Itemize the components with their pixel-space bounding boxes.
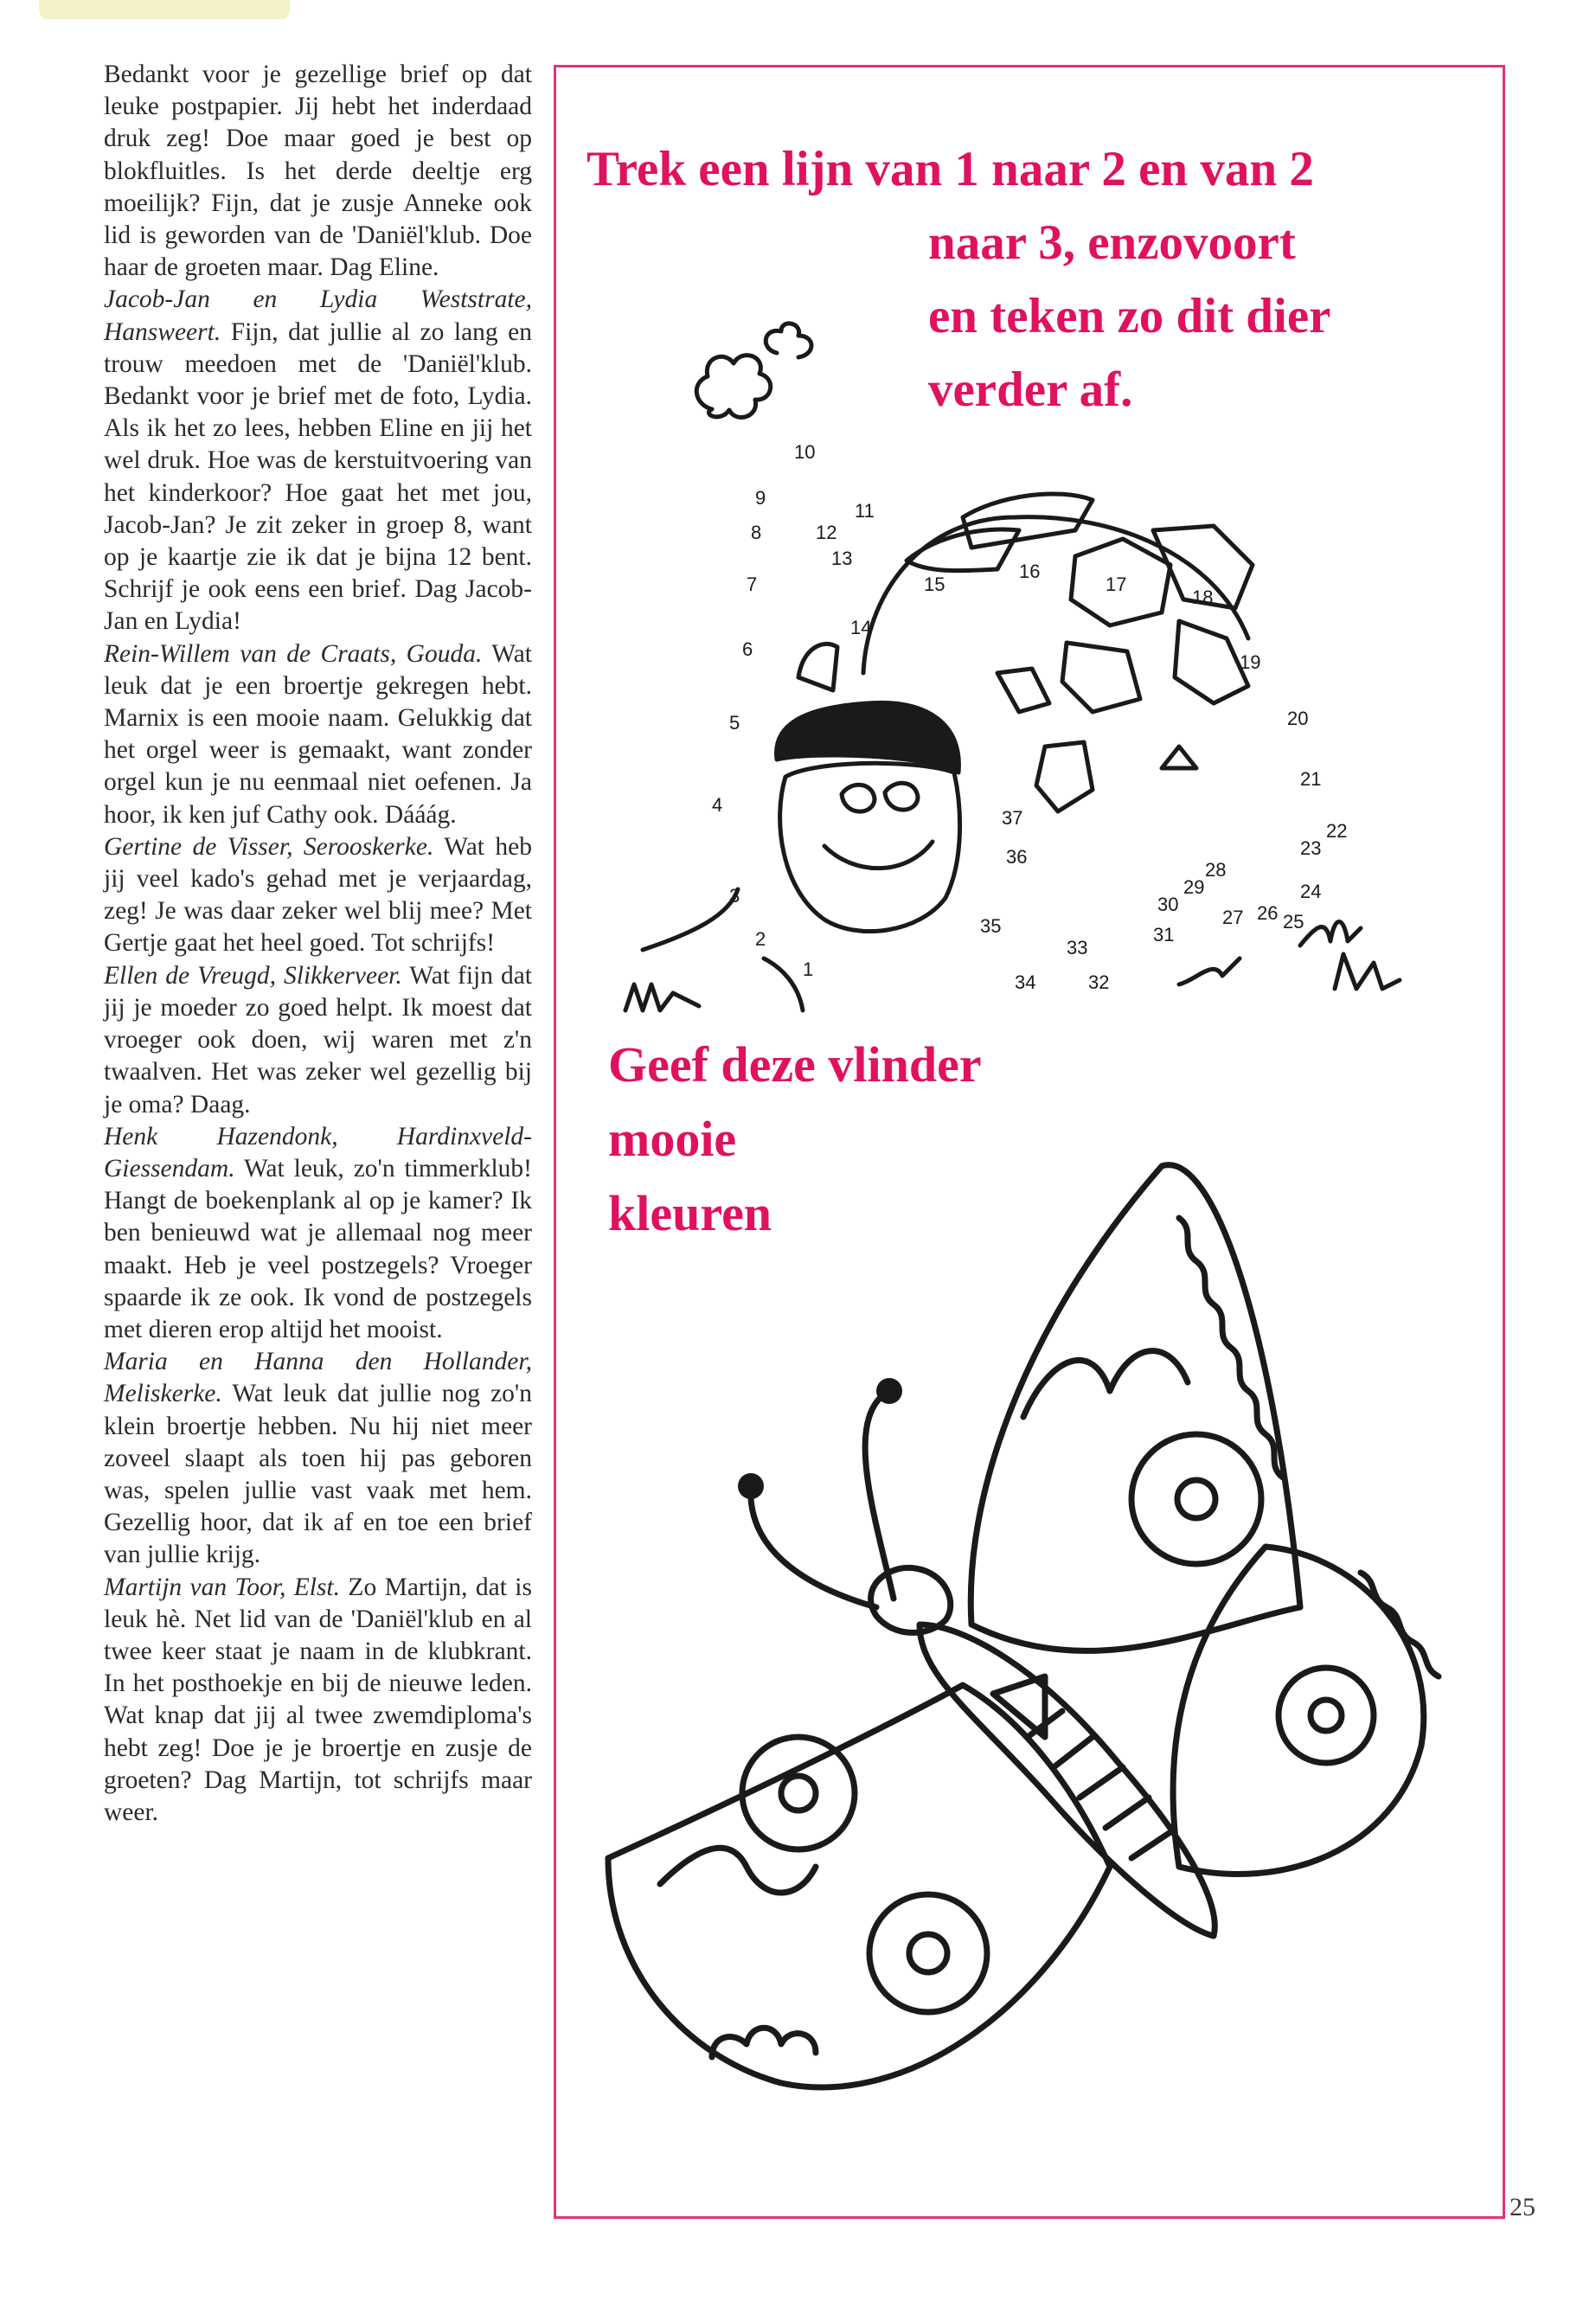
wing-eyespot [1279, 1668, 1374, 1763]
wing-wave [660, 1848, 816, 1893]
letter-sender: Gertine de Visser, Serooskerke. [104, 832, 434, 861]
wing-eyespot [869, 1894, 987, 2012]
dot-number: 29 [1183, 876, 1205, 898]
antenna [865, 1391, 894, 1599]
letter-text: Bedankt voor je gezellige brief op dat leuke postpapier. Jij hebt het inderdaad druk zeg! Doe maar goed je best op blokfluitles. Is het derde deeltje erg moeilijk? Fijn, dat je zusje Anneke ook lid is geworden van de 'Daniël'klub. Doe haar de groeten maar. Dag Eline. [104, 61, 532, 282]
dot-number: 27 [1222, 907, 1244, 928]
letter-text: Wat leuk dat jullie nog zo'n klein broertje hebben. Nu hij niet meer zoveel slaapt als toen hij pas geboren was, spelen jullie vast vaak met hem. Gezellig hoor, dat ik af en toe een brief van jullie krijg. [104, 1380, 532, 1569]
dot-number: 6 [742, 638, 753, 660]
heading-line: naar 3, enzovoort [928, 215, 1296, 270]
letter-sender: Jacob-Jan en Lydia Weststrate, Hansweert. [104, 285, 532, 346]
antenna-tip [876, 1378, 902, 1404]
wing-eyespot [1131, 1434, 1261, 1564]
body-stripe [1080, 1767, 1123, 1798]
antenna-tips [738, 1378, 902, 1499]
dot-number: 22 [1326, 820, 1348, 842]
wing-upper-right [971, 1165, 1300, 1651]
letter-1 [104, 284, 532, 638]
dot-number: 11 [855, 500, 875, 522]
letter-text: Wat fijn dat jij je moeder zo goed helpt. Ik moest dat vroeger ook doen, wij waren met z'n twaalven. Het was zeker wel gezellig bij je oma? Daag. [104, 961, 533, 1118]
heading-line: Geef deze vlinder [608, 1036, 982, 1093]
letter-sender: Ellen de Vreugd, Slikkerveer. [104, 961, 402, 990]
letter-3 [104, 831, 532, 960]
dot-number: 12 [816, 522, 837, 543]
dot-number: 10 [794, 441, 816, 463]
dot-number: 28 [1205, 859, 1227, 881]
wing-scallop [712, 2028, 816, 2057]
letter-sender: Henk Hazendonk, Hardinxveld-Giessendam. [104, 1122, 532, 1183]
letter-7 [104, 1572, 532, 1830]
dot-number: 14 [850, 617, 872, 638]
heading-line: en teken zo dit dier [928, 289, 1331, 343]
antenna [751, 1486, 876, 1607]
letter-text: Zo Martijn, dat is leuk hè. Net lid van de 'Daniël'klub en al twee keer staat je naam in de klubkrant. In het posthoekje en bij de nieuwe leden. Wat knap dat jij al twee zwemdiploma's hebt zeg! Doe je je broertje en zusje de groeten? Dag Martijn, tot schrijfs maar weer. [104, 1573, 532, 1826]
dot-number: 3 [729, 885, 740, 907]
letters-column [104, 59, 532, 1829]
butterfly-coloring[interactable] [556, 67, 1508, 2221]
body-stripe [1106, 1798, 1149, 1828]
dot-number: 7 [747, 574, 758, 595]
letter-4 [104, 960, 532, 1121]
dot-number: 20 [1287, 708, 1309, 729]
page-number: 25 [1509, 2193, 1535, 2221]
wing-scallop [1361, 1573, 1439, 1676]
letter-text: Fijn, dat jullie al zo lang en trouw meedoen met de 'Daniël'klub. Bedankt voor je brief met de foto, Lydia. Als ik het zo lees, hebben Eline en jij het wel druk. Hoe was de kerstuitvoering van het kinderkoor? Hoe gaat het met jou, Jacob-Jan? Je zit zeker in groep 8, want op je kaartje zie ik dat je bijna 12 bent. Schrijf je ook eens een brief. Dag Jacob-Jan en Lydia! [104, 317, 533, 636]
letter-0 [104, 59, 532, 284]
dot-number: 17 [1106, 574, 1127, 595]
dot-number: 1 [803, 958, 814, 980]
wing-eyespot-inner [909, 1934, 947, 1972]
dot-number: 26 [1257, 902, 1279, 924]
dot-number: 36 [1006, 846, 1028, 868]
body-stripe [1054, 1737, 1093, 1767]
heading-line: kleuren [608, 1185, 772, 1241]
dot-number: 35 [980, 915, 1002, 937]
letter-text: Wat leuk, zo'n timmerklub! Hangt de boekenplank al op je kamer? Ik ben benieuwd wat je allemaal nog meer maakt. Heb je veel postzegels? Vroeger spaarde ik ze ook. Ik vond de postzegels met dieren erop altijd het mooist. [104, 1154, 532, 1343]
wing-eyespot-inner [781, 1776, 816, 1811]
body-stripe [1131, 1832, 1170, 1858]
letter-text: Wat leuk dat je een broertje gekregen hebt. Marnix is een mooie naam. Gelukkig dat het orgel weer is gemaakt, want zonder orgel kun je nu eenmaal niet oefenen. Ja hoor, ik ken juf Cathy ook. Dááág. [104, 639, 532, 829]
heading-line: verder af. [928, 362, 1133, 417]
wing-eyespot [742, 1737, 855, 1849]
dot-number: 9 [755, 487, 766, 509]
dot-number: 31 [1153, 924, 1175, 945]
letter-6 [104, 1346, 532, 1571]
dot-number: 30 [1157, 894, 1179, 915]
dot-number: 2 [755, 928, 766, 950]
letter-text: Wat heb jij veel kado's gehad met je verjaardag, zeg! Je was daar zeker wel blij mee? Met Gertje gaat het heel goed. Tot schrijfs! [104, 832, 533, 958]
wing-lower-left [608, 1685, 1110, 2087]
dot-number: 34 [1015, 971, 1036, 993]
antenna-tip [738, 1473, 764, 1499]
dot-number: 23 [1300, 837, 1322, 859]
dot-number: 4 [712, 794, 723, 816]
heading-line: mooie [608, 1111, 737, 1167]
activity-panel [554, 65, 1505, 2219]
letter-5 [104, 1121, 532, 1346]
dot-number: 21 [1300, 768, 1322, 790]
butterfly-head [871, 1567, 951, 1632]
dot-number: 13 [831, 548, 853, 569]
dot-number: 32 [1088, 971, 1110, 993]
letter-2 [104, 638, 532, 831]
dot-number: 18 [1192, 586, 1214, 608]
page-tab-marker [39, 0, 290, 19]
letter-sender: Maria en Hanna den Hollander, Meliskerke. [104, 1348, 532, 1408]
dot-number: 16 [1019, 561, 1041, 582]
dot-number: 33 [1067, 937, 1088, 958]
dot-number: 15 [924, 574, 945, 595]
wing-eyespot-inner [1177, 1480, 1215, 1518]
dot-number: 37 [1002, 807, 1023, 829]
letter-sender: Rein-Willem van de Craats, Gouda. [104, 639, 483, 668]
heading-line: Trek een lijn van 1 naar 2 en van 2 [586, 142, 1314, 196]
dot-number: 19 [1240, 651, 1261, 673]
dot-number: 8 [751, 522, 762, 543]
letter-sender: Martijn van Toor, Elst. [104, 1573, 341, 1601]
dot-number: 5 [729, 712, 740, 734]
dot-number: 24 [1300, 881, 1322, 902]
wing-wave [1023, 1351, 1188, 1417]
dot-number: 25 [1283, 911, 1304, 933]
wing-eyespot-inner [1311, 1700, 1342, 1731]
